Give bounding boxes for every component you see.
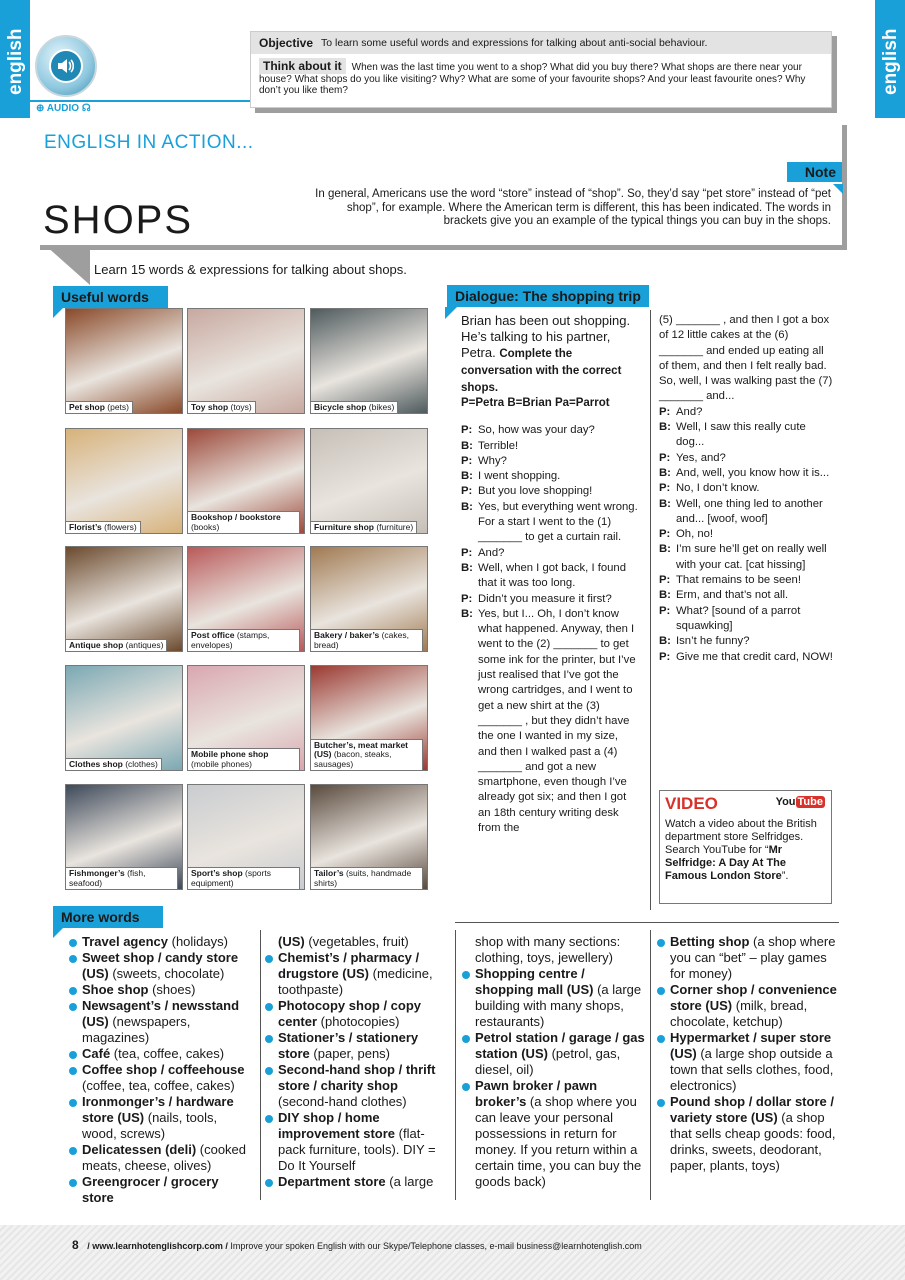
speaker: B: [659,466,671,479]
word-term: Betting shop [670,934,750,949]
word-term: Second-hand shop / thrift store / charity shop [278,1062,436,1093]
word-examples: (a shop where you can “bet” – play games for money) [670,934,836,981]
word-examples: (coffee, tea, coffee, cakes) [82,1078,235,1093]
word-item [264,1030,449,1062]
dialogue-text: Yes, but everything went wrong. For a start I went to the (1) _______ to get a curtain rail. [478,500,638,544]
shop-photo [65,784,183,890]
speaker-icon [49,49,83,83]
word-term: Department store [278,1174,386,1189]
more-words-corner [53,928,63,938]
word-term: DIY shop / home improvement store [278,1110,396,1141]
speaker: B: [659,635,671,648]
word-examples: (a large [385,1174,434,1189]
shop-name: Florist’s [69,521,102,532]
shop-name: Fishmonger’s [69,868,125,878]
word-examples: (flat-pack furniture, tools). DIY = Do It Yourself [278,1126,436,1173]
speaker: P: [461,546,473,559]
dialogue-text: And, well, you know how it is... [676,466,830,479]
dialogue-text: Oh, no! [676,528,714,541]
speaker: P: [461,592,473,605]
shop-name: Tailor’s [314,868,344,878]
word-item [68,1174,253,1206]
shop-name: Mobile phone shop [191,749,269,759]
dialogue-text: But you love shopping! [478,485,593,498]
word-term: Greengrocer / grocery store [82,1174,219,1205]
shop-name: Sport’s shop [191,868,243,878]
shop-items: (pets) [104,401,129,412]
dialogue-line [461,469,639,484]
word-item [656,1030,838,1094]
dialogue-line [461,484,639,499]
word-item [68,998,253,1046]
shop-items: (mobile phones) [191,758,252,769]
dialogue-key: P=Petra B=Brian Pa=Parrot [461,397,610,409]
shop-photo [65,665,183,771]
video-search-term: Mr Selfridge: A Day At The Famous London Store [665,844,787,882]
photo-caption [66,401,133,414]
more-words-column-3 [461,934,646,1190]
headphones-icon: ☊ [81,103,91,114]
word-examples: (medicine, toothpaste) [278,966,433,997]
word-examples: (paper, pens) [309,1046,391,1061]
photo-caption [311,521,417,534]
word-item [656,982,838,1030]
dialogue-text: Give me that credit card, NOW! [676,650,833,663]
word-item [656,934,838,982]
more-words-divider-2 [455,930,456,1200]
word-examples: (holidays) [168,934,228,949]
speaker: P: [461,485,473,498]
speaker: P: [659,574,671,587]
word-item [68,1046,253,1062]
speaker: P: [659,405,671,418]
word-term: Sweet shop / candy store (US) [82,950,239,981]
page-number: 8 [72,1238,79,1252]
photo-caption [66,521,141,534]
speaker: P: [659,482,671,495]
dialogue-intro [461,313,639,396]
panel-shadow-fold [45,245,90,285]
note-label: Note [787,162,842,182]
word-item [264,1062,449,1110]
dialogue-line [659,527,833,542]
word-term: Chemist’s / pharmacy / drugstore (US) [278,950,420,981]
photo-caption [188,629,300,651]
dialogue-text: So, how was your day? [478,424,595,437]
shop-photo [187,546,305,652]
dialogue-lines-1 [461,423,639,836]
dialogue-text: That remains to be seen! [676,574,801,587]
dialogue-lines-2 [659,313,833,665]
shop-name: Bookshop / bookstore [191,512,281,522]
dialogue-instruction: Complete the conversation with the correct shops. [461,348,622,394]
dialogue-line [461,500,639,546]
word-item [461,1030,646,1078]
dialogue-line [461,592,639,607]
more-words-rule [455,922,839,923]
speaker: P: [461,424,473,437]
dialogue-column-2 [659,313,833,665]
word-item [264,950,449,998]
more-words-column-2 [264,934,449,1190]
dialogue-text: Why? [478,454,507,467]
think-about-it [251,58,831,100]
word-item [264,934,449,950]
dialogue-line [659,405,833,420]
video-text-pre: Watch a video about the British department store Selfridges. Search YouTube for “ [665,818,817,856]
youtube-you: You [775,796,796,808]
photo-caption [66,867,178,889]
video-text [665,818,826,883]
think-label: Think about it [259,58,346,74]
word-examples: (second-hand clothes) [278,1094,407,1109]
brand-tab-left [0,0,30,118]
dialogue-line [461,439,639,454]
dialogue-text: Didn’t you measure it first? [478,592,612,605]
dialogue-text: (5) _______ , and then I got a box of 12 little cakes at the (6) _______ and ended up eating all of them, and then I felt really bad. So, well, I was walking past the (7) _______ and... [659,314,833,403]
word-item [656,1094,838,1174]
speaker: P: [461,454,473,467]
dialogue-text: Terrible! [478,439,519,452]
shop-photo [65,546,183,652]
video-title: VIDEO [665,794,718,813]
word-item [264,1110,449,1174]
dialogue-line [461,546,639,561]
more-words-heading: More words [53,906,163,928]
page-title: SHOPS [43,198,194,242]
dialogue-line [659,466,833,481]
shop-photo [310,665,428,771]
word-term: Photocopy shop / copy center [278,998,422,1029]
speaker: B: [659,589,671,602]
shop-name: Toy shop [191,401,229,412]
word-term: Ironmonger’s / hardware store (US) [82,1094,234,1125]
photo-caption [66,758,162,771]
word-examples: (photocopies) [317,1014,400,1029]
shop-photo [187,784,305,890]
shop-items: (bacon, steaks, sausages) [314,749,392,769]
speaker: B: [461,607,473,620]
word-item [68,950,253,982]
dialogue-line [659,634,833,649]
word-examples: shop with many sections: clothing, toys, jewellery) [475,934,621,965]
word-term: Delicatessen (deli) [82,1142,197,1157]
word-examples: (vegetables, fruit) [304,934,409,949]
brand-tab-left-text: english [5,28,26,95]
word-examples: (a large building with many shops, restaurants) [475,982,642,1029]
more-words-column-1 [68,934,253,1206]
dialogue-line [659,588,833,603]
dialogue-text: What? [sound of a parrot squawking] [676,604,801,632]
dialogue-text: Yes, and? [676,451,726,464]
speaker: B: [659,543,671,556]
shop-name: Post office [191,630,235,640]
audio-play-button[interactable] [35,35,97,97]
dialogue-corner [445,307,457,319]
word-item [68,1062,253,1094]
shop-photo [310,784,428,890]
shop-items: (cakes, bread) [314,630,409,650]
objective-label: Objective [259,36,314,50]
shop-items: (books) [191,521,220,532]
word-term: Newsagent’s / newsstand (US) [82,998,240,1029]
photo-caption [188,748,300,770]
word-item [68,982,253,998]
footer-promo: Improve your spoken English with our Skype/Telephone classes, e-mail business@learnhotenglish.com [230,1241,642,1251]
word-examples: (sweets, chocolate) [108,966,225,981]
word-term: Travel agency [82,934,168,949]
word-examples: (petrol, gas, diesel, oil) [475,1046,621,1077]
word-item [461,934,646,966]
word-examples: (a shop that sells cheap goods: food, drinks, sweets, deodorant, paper, plants, toys) [670,1110,836,1173]
footer [0,1225,905,1280]
speaker: P: [659,650,671,663]
speaker: B: [461,470,473,483]
shop-photo [187,428,305,534]
speaker: P: [659,528,671,541]
photo-caption [311,739,423,771]
shop-items: (sports equipment) [191,868,271,888]
useful-words-corner [53,308,63,318]
objective-box [250,31,832,108]
dialogue-text: I’m sure he’ll get on really well with your cat. [cat hissing] [676,543,827,571]
shop-name: Furniture shop [314,521,374,532]
dialogue-column-1 [461,313,639,836]
shop-photo [310,546,428,652]
shop-photo [310,308,428,414]
dialogue-line [659,313,833,405]
shop-name: Antique shop [69,639,124,650]
photo-caption [311,401,398,414]
shop-items: (stamps, envelopes) [191,630,270,650]
learn-intro: Learn 15 words & expressions for talking about shops. [94,262,407,277]
video-box [659,790,832,904]
photo-caption [188,401,256,414]
shop-items: (toys) [228,401,252,412]
shop-items: (bikes) [366,401,395,412]
speaker: P: [659,604,671,617]
youtube-logo[interactable] [776,796,825,808]
word-term: Petrol station / garage / gas station (US) [475,1030,645,1061]
word-examples: (cooked meats, cheese, olives) [82,1142,247,1173]
speaker: B: [659,421,671,434]
dialogue-line [659,650,833,665]
dialogue-line [659,497,833,528]
objective-text: To learn some useful words and expressions for talking about anti-social behaviour. [321,37,708,49]
shop-items: (fish, seafood) [69,868,146,888]
word-examples: (nails, tools, wood, screws) [82,1110,218,1141]
word-term: Shoe shop [82,982,149,997]
dialogue-line [659,481,833,496]
footer-text [72,1238,642,1252]
title-panel [35,120,842,245]
shop-name: Pet shop [69,401,105,412]
speaker: B: [461,561,473,574]
dialogue-text: Yes, but I... Oh, I don’t know what happened. Anyway, then I went to the (2) _______ to get some ink for the printer, but I’ve just realised that I’ve got the wrong cartridges, and I went to get a new shirt at the (3) _______ , but they didn’t have the one I wanted in my size, and then I walked past a (4) _______ and got a new smartphone, even though I’ve already got six; and then I got an 18th century writing desk from the [478,607,636,835]
speaker: B: [461,439,473,452]
shop-name: Bakery / baker’s [314,630,380,640]
word-term: (US) [278,934,305,949]
word-item [461,1078,646,1190]
word-examples: (a shop where you can leave your personal possessions in return for money. If you return within a certain time, you can buy the goods back) [475,1094,642,1189]
audio-rule [30,100,250,102]
shop-photo [187,308,305,414]
word-item [68,1094,253,1142]
dialogue-intro-text: Brian has been out shopping. He’s talking to his partner, Petra. [461,313,631,360]
word-term: Coffee shop / coffeehouse [82,1062,245,1077]
dialogue-text: I went shopping. [478,470,561,483]
word-examples: (tea, coffee, cakes) [110,1046,225,1061]
photo-caption [188,511,300,533]
shop-name: Butcher’s, meat market (US) [314,739,409,759]
dialogue-text: Well, one thing led to another and... [woof, woof] [676,497,823,525]
useful-words-heading: Useful words [53,286,168,308]
dialogue-line [659,451,833,466]
more-words-divider-1 [260,930,261,1200]
brand-tab-right [875,0,905,118]
video-text-post: ”. [781,870,789,882]
audio-label[interactable]: ⊕ AUDIO ☊ [36,103,91,114]
dialogue-line [659,573,833,588]
dialogue-line [461,561,639,592]
word-term: Shopping centre / shopping mall (US) [475,966,594,997]
word-item [264,998,449,1030]
section-kicker: ENGLISH IN ACTION... [44,132,254,153]
objective-row [251,32,831,54]
shop-photo [187,665,305,771]
brand-tab-right-text: english [880,28,901,95]
word-examples: (a large shop outside a town that sells clothes, food, electronics) [670,1046,834,1093]
youtube-tube: Tube [797,796,823,808]
dialogue-text: Well, I saw this really cute dog... [676,421,806,449]
speaker: B: [659,497,671,510]
note-corner [833,184,843,194]
photo-caption [66,639,167,652]
shop-photo [65,428,183,534]
dialogue-line [461,607,639,836]
dialogue-line [659,604,833,635]
dialogue-text: And? [676,405,703,418]
dialogue-text: Well, when I got back, I found that it was too long. [478,561,626,590]
shop-name: Bicycle shop [314,401,367,412]
word-term: Pawn broker / pawn broker’s [475,1078,598,1109]
word-examples: (milk, bread, chocolate, ketchup) [670,998,808,1029]
dialogue-text: Erm, and that’s not all. [676,589,789,602]
word-examples: (shoes) [148,982,196,997]
speaker: P: [659,451,671,464]
think-text: When was the last time you went to a shop? What did you buy there? What shops are there near your house? What shops do you like visiting? Why? What are some of your favourite shops? And your least favourite ones? Why don’t you like them? [259,62,806,96]
shop-items: (clothes) [122,758,158,769]
shop-items: (antiques) [123,639,164,650]
note-text: In general, Americans use the word “store” instead of “shop”. So, they’d say “pet store” instead of “pet shop”, for example. Where the American term is different, this has been indicated. The words in brackets give you an example of the typical things you can buy in the shops. [315,188,831,227]
word-item [461,966,646,1030]
shop-items: (furniture) [373,521,414,532]
dialogue-text: And? [478,546,505,559]
word-term: Stationer’s / stationery store [278,1030,419,1061]
dialogue-text: Isn’t he funny? [676,635,750,648]
photo-caption [188,867,300,889]
shop-items: (suits, handmade shirts) [314,868,412,888]
speaker: B: [461,500,473,513]
word-item [68,1142,253,1174]
shop-name: Clothes shop [69,758,123,769]
word-term: Corner shop / convenience store (US) [670,982,837,1013]
footer-url[interactable]: / www.learnhotenglishcorp.com / [87,1241,228,1251]
photo-caption [311,629,423,651]
word-item [264,1174,449,1190]
word-term: Pound shop / dollar store / variety store (US) [670,1094,834,1125]
dialogue-heading: Dialogue: The shopping trip [447,285,649,307]
shop-items: (flowers) [101,521,137,532]
dialogue-line [659,542,833,573]
shop-photo [310,428,428,534]
audio-label-text: AUDIO [46,103,80,114]
word-term: Hypermarket / super store (US) [670,1030,832,1061]
word-item [68,934,253,950]
more-words-column-4 [656,934,838,1174]
dialogue-line [461,423,639,438]
more-words-divider-3 [650,930,651,1200]
dialogue-divider [650,310,651,910]
word-examples: (newspapers, magazines) [82,1014,191,1045]
dialogue-line [659,420,833,451]
photo-caption [311,867,423,889]
dialogue-text: No, I don’t know. [676,482,760,495]
word-term: Café [82,1046,111,1061]
shop-photo [65,308,183,414]
dialogue-line [461,454,639,469]
